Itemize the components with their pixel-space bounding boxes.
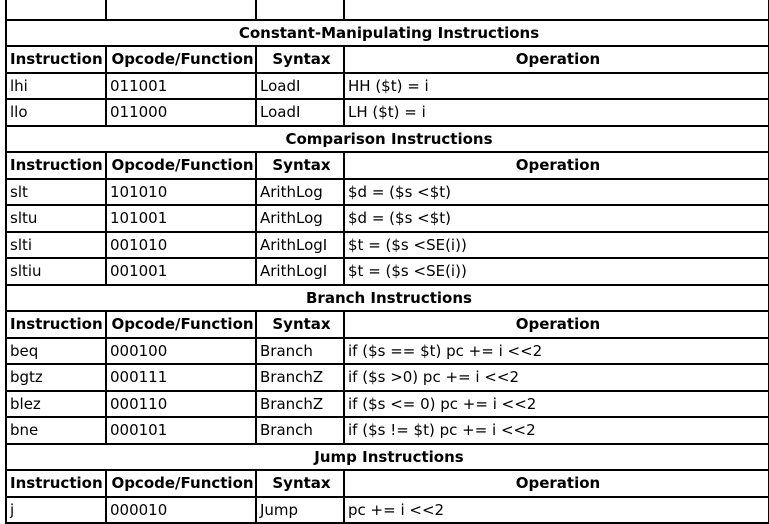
cell-operation: LH ($t) = i	[344, 99, 769, 126]
cell-opcode: 011000	[106, 99, 256, 126]
cell-syntax: ArithLogI	[256, 232, 344, 259]
cell-instruction: j	[6, 497, 106, 524]
cell-operation: if ($s <= 0) pc += i <<2	[344, 391, 769, 418]
cell-opcode: 011001	[106, 73, 256, 100]
cell-operation: HH ($t) = i	[344, 73, 769, 100]
cell-operation: pc += i <<2	[344, 497, 769, 524]
header-operation: Operation	[344, 46, 769, 73]
cell-opcode: 000101	[106, 417, 256, 444]
table-row	[6, 364, 769, 391]
cell-instruction: slt	[6, 179, 106, 206]
cell-opcode: 001010	[106, 232, 256, 259]
header-operation: Operation	[344, 470, 769, 497]
header-operation: Operation	[344, 311, 769, 338]
cell-opcode: 000100	[106, 338, 256, 365]
header-instruction: Instruction	[6, 46, 106, 73]
header-row	[6, 46, 769, 73]
header-syntax: Syntax	[256, 311, 344, 338]
cell-syntax: LoadI	[256, 73, 344, 100]
table-row	[6, 258, 769, 285]
cell-instruction: beq	[6, 338, 106, 365]
header-instruction: Instruction	[6, 470, 106, 497]
header-opcode: Opcode/Function	[106, 470, 256, 497]
header-row	[6, 152, 769, 179]
table-row	[6, 417, 769, 444]
header-instruction: Instruction	[6, 311, 106, 338]
cell-opcode: 101001	[106, 205, 256, 232]
cell-syntax: BranchZ	[256, 391, 344, 418]
section-title-row	[6, 20, 769, 47]
table-row	[6, 205, 769, 232]
table-row	[6, 179, 769, 206]
section-title: Jump Instructions	[6, 444, 769, 471]
cell-syntax: Jump	[256, 497, 344, 524]
table-row	[6, 99, 769, 126]
cell-syntax: LoadI	[256, 99, 344, 126]
cell-instruction: sltiu	[6, 258, 106, 285]
table-row	[6, 232, 769, 259]
cell-operation: if ($s != $t) pc += i <<2	[344, 417, 769, 444]
cell-opcode: 101010	[106, 179, 256, 206]
instruction-table-body	[6, 0, 769, 523]
cell-instruction: bne	[6, 417, 106, 444]
header-opcode: Opcode/Function	[106, 46, 256, 73]
cell-syntax: Branch	[256, 338, 344, 365]
table-row	[6, 497, 769, 524]
table-row	[6, 391, 769, 418]
cell-instruction: lhi	[6, 73, 106, 100]
section-title: Comparison Instructions	[6, 126, 769, 153]
cell-operation: if ($s >0) pc += i <<2	[344, 364, 769, 391]
cell-syntax: ArithLog	[256, 205, 344, 232]
header-row	[6, 311, 769, 338]
top-continuation-row	[6, 0, 769, 20]
instruction-table-container	[5, 0, 768, 524]
cell-opcode: 000010	[106, 497, 256, 524]
section-title-row	[6, 126, 769, 153]
cell-instruction: slti	[6, 232, 106, 259]
cell-operation: $t = ($s <SE(i))	[344, 232, 769, 259]
cell-syntax: ArithLogI	[256, 258, 344, 285]
cell-instruction: sltu	[6, 205, 106, 232]
mips-instruction-table	[5, 0, 769, 524]
cell-operation: if ($s == $t) pc += i <<2	[344, 338, 769, 365]
cell-instruction: blez	[6, 391, 106, 418]
section-title: Branch Instructions	[6, 285, 769, 312]
header-syntax: Syntax	[256, 470, 344, 497]
cell-opcode: 001001	[106, 258, 256, 285]
table-row	[6, 338, 769, 365]
header-instruction: Instruction	[6, 152, 106, 179]
cell-opcode: 000111	[106, 364, 256, 391]
cell-syntax: ArithLog	[256, 179, 344, 206]
header-opcode: Opcode/Function	[106, 152, 256, 179]
section-title-row	[6, 285, 769, 312]
cell-syntax: Branch	[256, 417, 344, 444]
header-row	[6, 470, 769, 497]
section-title: Constant-Manipulating Instructions	[6, 20, 769, 47]
cell-operation: $t = ($s <SE(i))	[344, 258, 769, 285]
section-title-row	[6, 444, 769, 471]
cell-instruction: bgtz	[6, 364, 106, 391]
cell-operation: $d = ($s <$t)	[344, 205, 769, 232]
cell-operation: $d = ($s <$t)	[344, 179, 769, 206]
cell-syntax: BranchZ	[256, 364, 344, 391]
table-row	[6, 73, 769, 100]
cell-instruction: llo	[6, 99, 106, 126]
cell-opcode: 000110	[106, 391, 256, 418]
header-syntax: Syntax	[256, 46, 344, 73]
header-syntax: Syntax	[256, 152, 344, 179]
header-operation: Operation	[344, 152, 769, 179]
header-opcode: Opcode/Function	[106, 311, 256, 338]
